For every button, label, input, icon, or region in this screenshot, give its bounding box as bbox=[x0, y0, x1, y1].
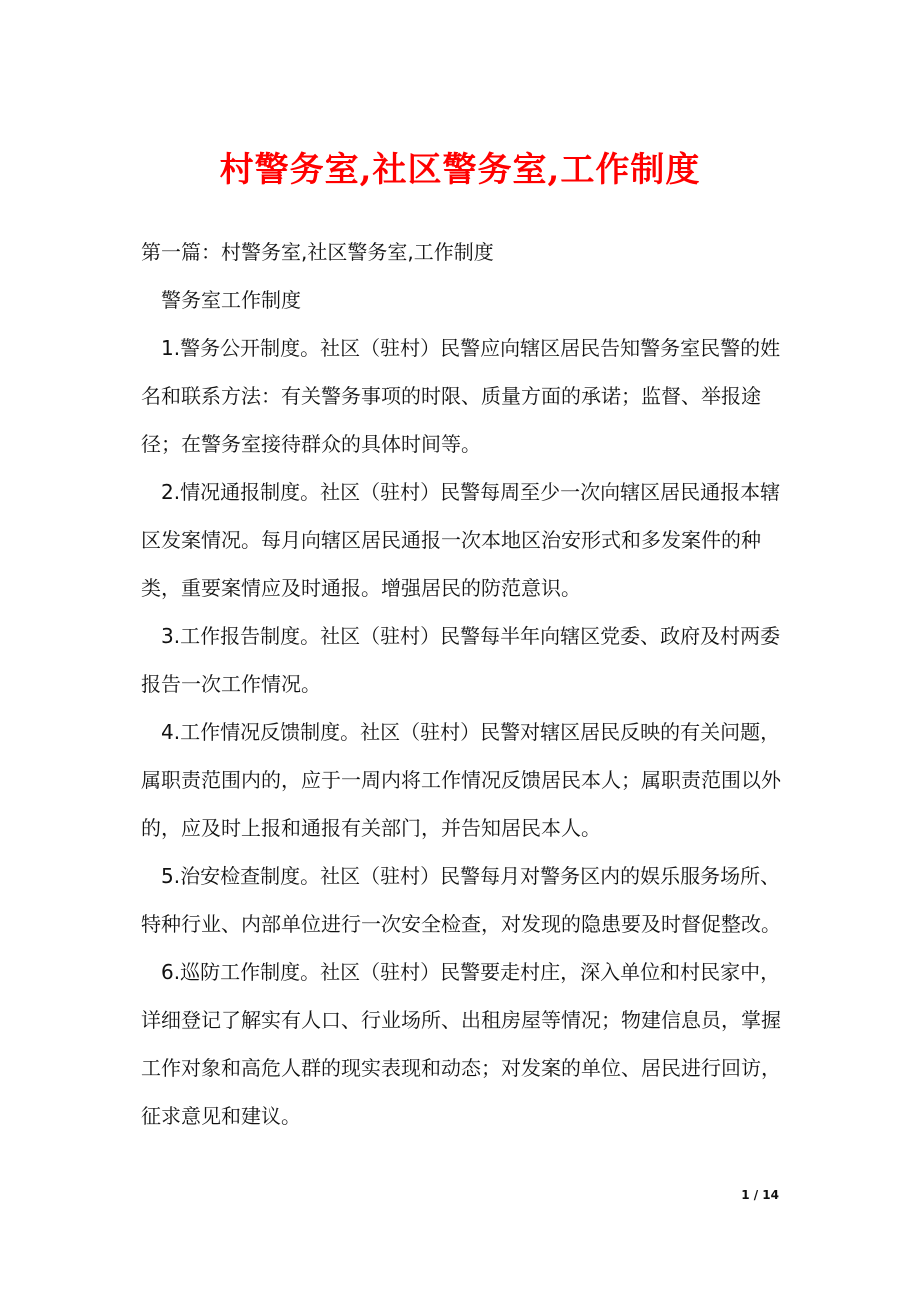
paragraph: 1.警务公开制度。社区（驻村）民警应向辖区居民告知警务室民警的姓名和联系方法：有关警务事项的时限、质量方面的承诺；监督、举报途径；在警务室接待群众的具体时间等。 bbox=[141, 336, 781, 456]
subsection-heading: 警务室工作制度 bbox=[161, 288, 301, 312]
document-title: 村警务室,社区警务室,工作制度 bbox=[219, 150, 701, 190]
section-heading: 第一篇：村警务室,社区警务室,工作制度 bbox=[141, 240, 494, 264]
paragraph: 3.工作报告制度。社区（驻村）民警每半年向辖区党委、政府及村两委报告一次工作情况。 bbox=[141, 624, 781, 696]
page-number: 1 / 14 bbox=[741, 1188, 779, 1202]
paragraph: 6.巡防工作制度。社区（驻村）民警要走村庄，深入单位和村民家中，详细登记了解实有人口、行业场所、出租房屋等情况；物建信息员，掌握工作对象和高危人群的现实表现和动态；对发案的单位、居民进行回访，征求意见和建议。 bbox=[141, 960, 781, 1128]
paragraph: 2.情况通报制度。社区（驻村）民警每周至少一次向辖区居民通报本辖区发案情况。每月向辖区居民通报一次本地区治安形式和多发案件的种类，重要案情应及时通报。增强居民的防范意识。 bbox=[141, 480, 781, 600]
document-body bbox=[141, 228, 781, 1140]
paragraph: 5.治安检查制度。社区（驻村）民警每月对警务区内的娱乐服务场所、特种行业、内部单位进行一次安全检查，对发现的隐患要及时督促整改。 bbox=[141, 864, 781, 936]
paragraph: 4.工作情况反馈制度。社区（驻村）民警对辖区居民反映的有关问题，属职责范围内的，应于一周内将工作情况反馈居民本人；属职责范围以外的，应及时上报和通报有关部门，并告知居民本人。 bbox=[141, 720, 781, 840]
